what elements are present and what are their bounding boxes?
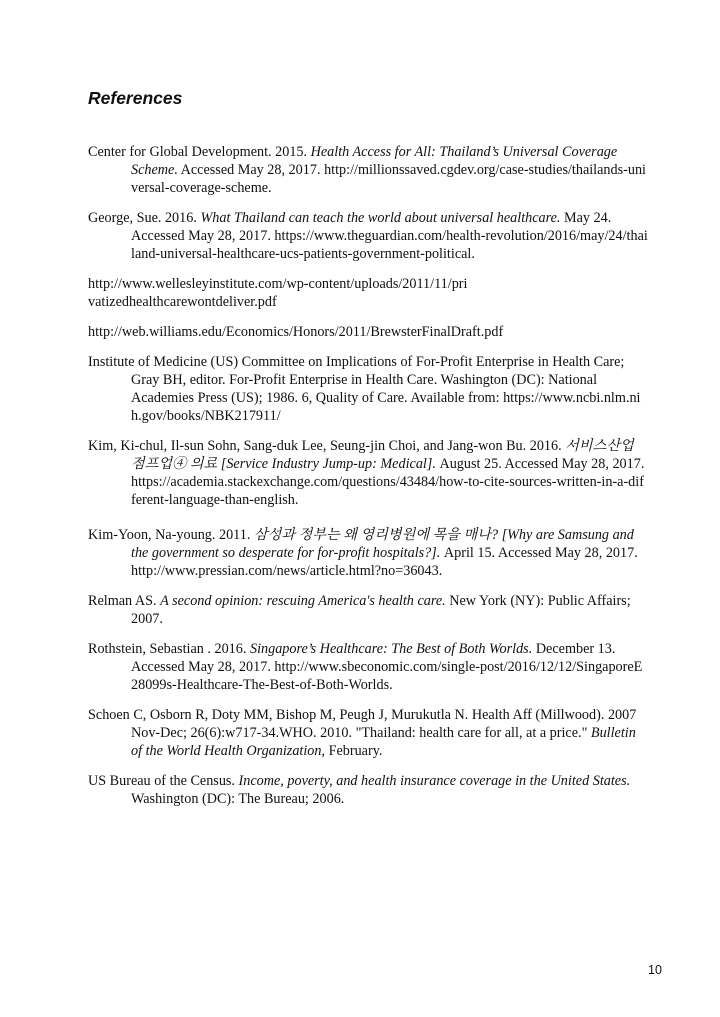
reference-title: 서비스산업 점프업④ 의료 [Service Industry Jump-up: Medical]. (131, 438, 634, 472)
reference-text: Accessed May 28, 2017. (177, 162, 325, 178)
page-number: 10 (648, 963, 662, 977)
reference-url: https://www.theguardian.com/health-revolution/2016/may/24/thailand-universal-healthcare-ucs-patients-government-political. (131, 228, 648, 262)
reference-text: May 24. Accessed May 28, 2017. (131, 210, 612, 244)
reference-text: Kim-Yoon, Na-young. 2011. (88, 527, 254, 543)
reference-text: Center for Global Development. 2015. (88, 144, 311, 160)
reference-text: December 13. Accessed May 28, 2017. (131, 641, 616, 675)
reference-url: http://www.pressian.com/news/article.html?no=36043. (131, 563, 443, 579)
reference-text: Schoen C, Osborn R, Doty MM, Bishop M, Peugh J, Murukutla N. Health Aff (Millwood). 2007 Nov-Dec; 26(6):w717-34.WHO. 2010. "Thailand: health care for all, at a price." (88, 707, 637, 741)
reference-text: US Bureau of the Census. (88, 773, 239, 789)
reference-url: http://www.wellesleyinstitute.com/wp-content/uploads/2011/11/privatizedhealthcarewontdeliver.pdf (88, 276, 468, 310)
reference-entry (88, 143, 648, 197)
reference-title: 삼성과 정부는 왜 영리병원에 목을 매나? [Why are Samsung and the government so desperate for for-profit hospitals?]. (131, 527, 634, 561)
reference-entry (88, 592, 648, 628)
reference-text: Washington (DC): The Bureau; 2006. (131, 791, 345, 807)
reference-url: https://academia.stackexchange.com/questions/43484/how-to-cite-sources-written-in-a-different-language-than-english. (131, 474, 644, 508)
reference-url: http://millionssaved.cgdev.org/case-studies/thailands-universal-coverage-scheme. (131, 162, 646, 196)
reference-text: Rothstein, Sebastian . 2016. (88, 641, 250, 657)
reference-entry (88, 706, 648, 760)
reference-text: George, Sue. 2016. (88, 210, 201, 226)
reference-entry (88, 526, 648, 580)
reference-entry (88, 323, 648, 341)
reference-url: https://www.ncbi.nlm.nih.gov/books/NBK217911/ (131, 390, 641, 424)
reference-text: Relman AS. (88, 593, 161, 609)
reference-url: http://web.williams.edu/Economics/Honors/2011/BrewsterFinalDraft.pdf (88, 324, 504, 340)
reference-title: Singapore’s Healthcare: The Best of Both Worlds. (249, 641, 533, 657)
reference-title: Bulletin of the World Health Organization (131, 725, 636, 759)
reference-entry (88, 772, 648, 808)
reference-list (88, 143, 648, 820)
reference-title: What Thailand can teach the world about universal healthcare. (200, 210, 561, 226)
reference-title: Health Access for All: Thailand’s Universal Coverage Scheme. (131, 144, 618, 178)
reference-entry (88, 353, 648, 425)
reference-text: Kim, Ki-chul, Il-sun Sohn, Sang-duk Lee, Seung-jin Choi, and Jang-won Bu. 2016. (88, 438, 566, 454)
reference-entry (88, 437, 648, 509)
reference-entry (88, 209, 648, 263)
reference-text: Institute of Medicine (US) Committee on Implications of For-Profit Enterprise in Health Care; Gray BH, editor. For-Profit Enterprise in Health Care. Washington (DC): National Academies Press (US); 1986. 6, Quality of Care. Available from: (88, 354, 625, 406)
reference-entry (88, 275, 468, 311)
reference-text: April 15. Accessed May 28, 2017. (440, 545, 638, 561)
reference-text: August 25. Accessed May 28, 2017. (435, 456, 645, 472)
reference-title: A second opinion: rescuing America's health care. (160, 593, 446, 609)
reference-text: , February. (321, 743, 383, 759)
reference-text: New York (NY): Public Affairs; 2007. (131, 593, 631, 627)
reference-url: http://www.sbeconomic.com/single-post/2016/12/12/SingaporeE28099s-Healthcare-The-Best-of-Both-Worlds. (131, 659, 643, 693)
reference-title: Income, poverty, and health insurance coverage in the United States. (238, 773, 631, 789)
references-heading: References (88, 88, 183, 108)
reference-entry (88, 640, 648, 694)
